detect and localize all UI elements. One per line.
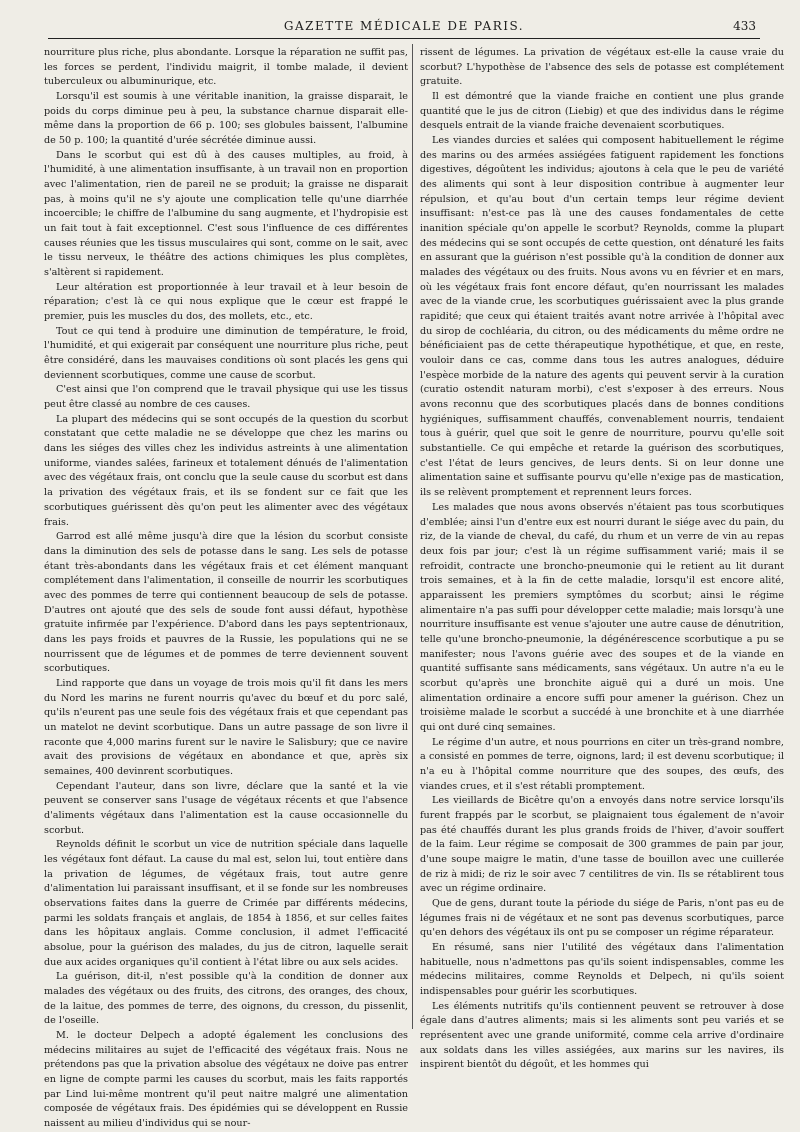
paragraph: rissent de légumes. La privation de végétaux est-elle la cause vraie du scorbut? L'hypothèse de l'absence des sels de potasse est complétement gratuite.: [420, 47, 784, 88]
paragraph: La plupart des médecins qui se sont occupés de la question du scorbut constatant que cette maladie ne se développe que chez les marins ou dans les siéges des villes chez les individus astreints à une alimentation uniforme, viandes salées, farineux et totalement dénués de l'alimentation avec des végétaux frais, ont conclu que la seule cause du scorbut est dans la privation des végétaux frais, et ils se fondent sur ce fait que les scorbutiques guérissent dès qu'on peut les alimenter avec des végétaux frais.: [44, 413, 408, 528]
page-header: [48, 16, 760, 39]
paragraph: Le régime d'un autre, et nous pourrions en citer un très-grand nombre, a consisté en pommes de terre, oignons, lard; il est devenu scorbutique; il n'a eu à l'hôpital comme nourriture que des soupes, des œufs, des viandes crues, et il s'est rétabli promptement.: [420, 736, 784, 792]
paragraph: C'est ainsi que l'on comprend que le travail physique qui use les tissus peut être classé au nombre de ces causes.: [44, 384, 408, 411]
paragraph: Les malades que nous avons observés n'étaient pas tous scorbutiques d'emblée; ainsi l'un d'entre eux est nourri durant le siége avec du pain, du riz, de la viande de cheval, du café, du rhum et un verre de vin au repas deux fois par jour; c'est là un régime suffisamment varié; mais il se refroidit, contracte une broncho-pneumonie qui le retient au lit durant trois semaines, et à la fin de cette maladie, lorsqu'il est encore alité, apparaissent les premiers symptômes du scorbut; ainsi le régime alimentaire n'a pas suffi pour développer cette maladie; mais lorsqu'à une nourriture insuffisante est venue s'ajouter une autre cause de dénutrition, telle qu'une broncho-pneumonie, la dégénérescence scorbutique a pu se manifester; nous l'avons guérie avec des soupes et de la viande en quantité suffisante sans médicaments, sans végétaux. Un autre n'a eu le scorbut qu'après une bronchite aiguë qui a duré un mois. Une alimentation ordinaire a encore suffi pour amener la guérison. Chez un troisième malade le scorbut a succédé à une bronchite et à une diarrhée qui ont duré cinq semaines.: [420, 501, 784, 733]
page-number: 433: [733, 19, 756, 33]
left-column: [44, 46, 408, 1130]
journal-title: GAZETTE MÉDICALE DE PARIS.: [283, 19, 525, 33]
paragraph: Dans le scorbut qui est dû à des causes multiples, au froid, à l'humidité, à une alimentation insuffisante, à un travail non en proportion avec l'alimentation, rien de pareil ne se produit; la graisse ne disparait pas, à moins qu'il ne s'y ajoute une complication telle qu'une diarrhée incoercible; le chiffre de l'albumine du sang augmente, et l'hydropisie est un fait tout à fait exceptionnel. C'est sous l'influence de ces différentes causes réunies que les tissus musculaires qui sont, comme on le sait, avec le tissu nerveux, le théâtre des actions chimiques les plus complètes, s'altèrent si rapidement.: [44, 149, 408, 279]
paragraph: Les vieillards de Bicêtre qu'on a envoyés dans notre service lorsqu'ils furent frappés par le scorbut, se plaignaient tous également de n'avoir pas été chauffés durant les plus grands froids de l'hiver, d'avoir souffert de la faim. Leur régime se composait de 300 grammes de pain par jour, d'une soupe maigre le matin, d'une tasse de bouillon avec une cuillerée de riz à midi; de riz le soir avec 7 centilitres de vin. Ils se rétablirent tous avec un régime ordinaire.: [420, 795, 784, 895]
paragraph: Reynolds définit le scorbut un vice de nutrition spéciale dans laquelle les végétaux font défaut. La cause du mal est, selon lui, tout entière dans la privation de légumes, de végétaux frais, tout autre genre d'alimentation lui paraissant insuffisant, et il se fonde sur les nombreuses observations faites dans la guerre de Crimée par différents médecins, parmi les soldats français et anglais, de 1854 à 1856, et sur celles faites dans les hôpitaux anglais. Comme conclusion, il admet l'efficacité absolue, pour la guérison des malades, du jus de citron, laquelle serait due aux acides organiques qu'il contient à l'état libre ou aux sels acides.: [44, 839, 408, 968]
right-column: [420, 46, 784, 1071]
paragraph: Les éléments nutritifs qu'ils contiennent peuvent se retrouver à dose égale dans d'autres aliments; mais si les aliments sont peu variés et se représentent avec une grande uniformité, comme cela arrive d'ordinaire aux soldats dans les villes assiégées, aux marins sur les navires, ils inspirent bientôt du dégoût, et les hommes qui: [420, 1000, 784, 1071]
paragraph: Tout ce qui tend à produire une diminution de température, le froid, l'humidité, et qui exigerait par conséquent une nourriture plus riche, peut être considéré, dans les mauvaises conditions où sont placés les gens qui deviennent scorbutiques, comme une cause de scorbut.: [44, 325, 408, 381]
paragraph: En résumé, sans nier l'utilité des végétaux dans l'alimentation habituelle, nous n'admettons pas qu'ils soient indispensables, comme les médecins militaires, comme Reynolds et Delpech, ni qu'ils soient indispensables pour guérir les scorbutiques.: [420, 941, 784, 997]
column-divider: [412, 44, 413, 1029]
paragraph: Il est démontré que la viande fraiche en contient une plus grande quantité que le jus de citron (Liebig) et que des individus dans le régime desquels entrait de la viande fraiche devenaient scorbutiques.: [420, 91, 784, 132]
paragraph: Garrod est allé même jusqu'à dire que la lésion du scorbut consiste dans la diminution des sels de potasse dans le sang. Les sels de potasse étant très-abondants dans les végétaux frais et cet élément manquant complétement dans l'alimentation, il conseille de nourrir les scorbutiques avec des pommes de terre qui contiennent beaucoup de sels de potasse. D'autres ont ajouté que des sels de soude font aussi défaut, hypothèse gratuite infirmée par l'expérience. D'abord dans les pays septentrionaux, dans les pays froids et pauvres de la Russie, les populations qui ne se nourrissent que de légumes et de pommes de terre deviennent souvent scorbutiques.: [44, 531, 408, 675]
paragraph: Lind rapporte que dans un voyage de trois mois qu'il fit dans les mers du Nord les marins ne furent nourris qu'avec du bœuf et du porc salé, qu'ils n'eurent pas une seule fois des végétaux frais et que cependant pas un matelot ne devint scorbutique. Dans un autre passage de son livre il raconte que 4,000 marins furent sur le navire le Salisbury; que ce navire avait des provisions de végétaux en abondance et que, après six semaines, 400 devinrent scorbutiques.: [44, 677, 408, 777]
paragraph: Que de gens, durant toute la période du siége de Paris, n'ont pas eu de légumes frais ni de végétaux et ne sont pas devenus scorbutiques, parce qu'en dehors des végétaux ils ont pu se composer un régime réparateur.: [420, 897, 784, 939]
paragraph: Cependant l'auteur, dans son livre, déclare que la santé et la vie peuvent se conserver sans l'usage de végétaux récents et que l'absence d'aliments végétaux dans l'alimentation est la cause occasionnelle du scorbut.: [44, 780, 408, 836]
paragraph: Les viandes durcies et salées qui composent habituellement le régime des marins ou des armées assiégées fatiguent rapidement les fonctions digestives, dégoûtent les individus; ajoutons à cela que le peu de variété des aliments qui sont à leur disposition contribue à augmenter leur répulsion, et qu'au bout d'un certain temps leur régime devient insuffisant: n'est-ce pas là une des causes fondamentales de cette inanition spéciale qu'on appelle le scorbut? Reynolds, comme la plupart des médecins qui se sont occupés de cette question, ont dénaturé les faits en assurant que la guérison n'est possible qu'à la condition de donner aux malades des végétaux ou des fruits. Nous avons vu en février et en mars, où les végétaux frais font encore défaut, qu'en nourrissant les malades avec de la viande crue, les scorbutiques guérissaient avec la plus grande rapidité; que ceux qui étaient traités avant notre arrivée à l'hôpital avec du sirop de cochléaria, du citron, ou des médicaments du même ordre ne bénéficiaient pas de cette thérapeutique hypothétique, et que, en reste, vouloir dans ce cas, comme dans tous les autres analogues, déduire l'espèce morbide de la nature des agents qui peuvent servir à la curation (curatio ostendit naturam morbi), c'est s'exposer à des erreurs. Nous avons reconnu que des scorbutiques placés dans de bonnes conditions hygiéniques, suffisamment chauffés, convenablement nourris, tendaient tous à guérir, quel que soit le genre de nourriture, pourvu qu'elle soit substantielle. Ce qui empêche et retarde la guérison des scorbutiques, c'est l'état de leurs gencives, de leurs dents. Si on leur donne une alimentation saine et suffisante pourvu qu'elle n'exige pas de mastication, ils se relèvent promptement et reprennent leurs forces.: [420, 135, 784, 499]
paragraph: M. le docteur Delpech a adopté également les conclusions des médecins militaires au sujet de l'efficacité des végétaux frais. Nous ne prétendons pas que la privation absolue des végétaux ne doive pas entrer en ligne de compte parmi les causes du scorbut, mais les faits rapportés par Lind lui-même montrent qu'il peut naitre malgré une alimentation composée de végétaux frais. Des épidémies qui se développent en Russie naissent au milieu d'individus qui se nour-: [44, 1030, 408, 1130]
paragraph: Lorsqu'il est soumis à une véritable inanition, la graisse disparait, le poids du corps diminue peu à peu, la substance charnue disparait elle-même dans la proportion de 66 p. 100; ses globules baissent, l'albumine de 50 p. 100; la quantité d'urée sécrétée diminue aussi.: [44, 91, 408, 147]
paragraph: Leur altération est proportionnée à leur travail et à leur besoin de réparation; c'est là ce qui nous explique que le cœur est frappé le premier, puis les muscles du dos, des mollets, etc., etc.: [44, 281, 408, 323]
paragraph: nourriture plus riche, plus abondante. Lorsque la réparation ne suffit pas, les forces se perdent, l'individu maigrit, il tombe malade, il devient tuberculeux ou albuminurique, etc.: [44, 47, 408, 88]
paragraph: La guérison, dit-il, n'est possible qu'à la condition de donner aux malades des végétaux ou des fruits, des citrons, des oranges, des choux, de la laitue, des pommes de terre, des oignons, du cresson, du pissenlit, de l'oseille.: [44, 971, 408, 1027]
